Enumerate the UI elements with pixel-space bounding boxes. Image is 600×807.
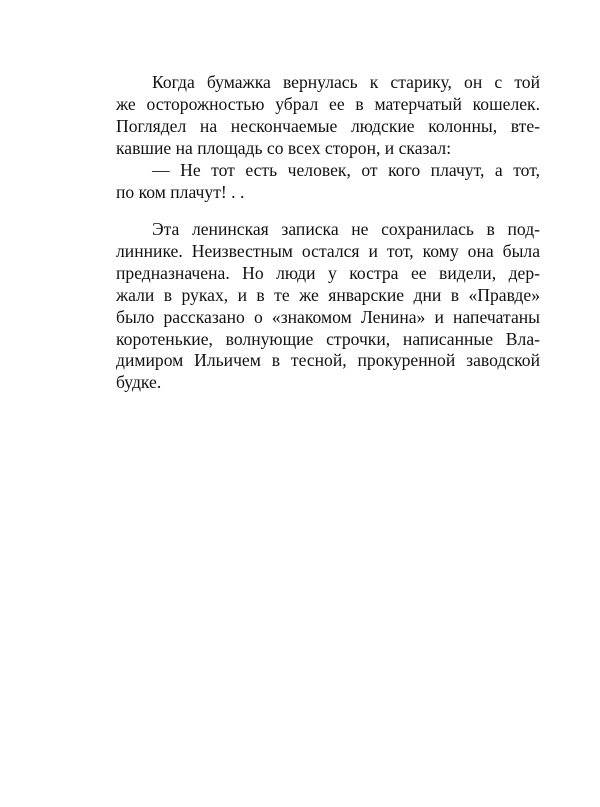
paragraph-lenin-note (116, 219, 540, 394)
text-line: линнике. Неизвестным остался и тот, кому она была (116, 240, 540, 261)
text-line: по ком плачут! . . (116, 181, 245, 202)
text-line: Эта ленинская записка не сохранилась в под- (152, 219, 540, 239)
text-line: кавшие на площадь со всех сторон, и сказал: (116, 137, 452, 158)
text-line: Поглядел на нескончаемые людские колонны, вте- (116, 115, 540, 136)
text-line: коротенькие, волнующие строчки, написанные Вла- (116, 328, 540, 349)
text-line: было рассказано о «знакомом Ленина» и напечатаны (116, 306, 540, 327)
text-section-2 (116, 219, 540, 394)
text-line: димиром Ильичем в тесной, прокуренной заводской (116, 350, 540, 371)
text-line: будке. (116, 372, 162, 393)
text-line: предназначена. Но люди у костра ее видели, дер- (116, 262, 540, 283)
text-line: Когда бумажка вернулась к старику, он с той (152, 72, 540, 92)
text-line: жали в руках, и в те же январские дни в «Правде» (116, 284, 540, 305)
text-section-1 (116, 72, 540, 203)
paragraph-quote (116, 160, 540, 204)
text-line: же осторожностью убрал ее в матерчатый кошелек. (116, 93, 540, 114)
paragraph-old-man (116, 72, 540, 160)
text-line: — Не тот есть человек, от кого плачут, а тот, (152, 159, 540, 180)
